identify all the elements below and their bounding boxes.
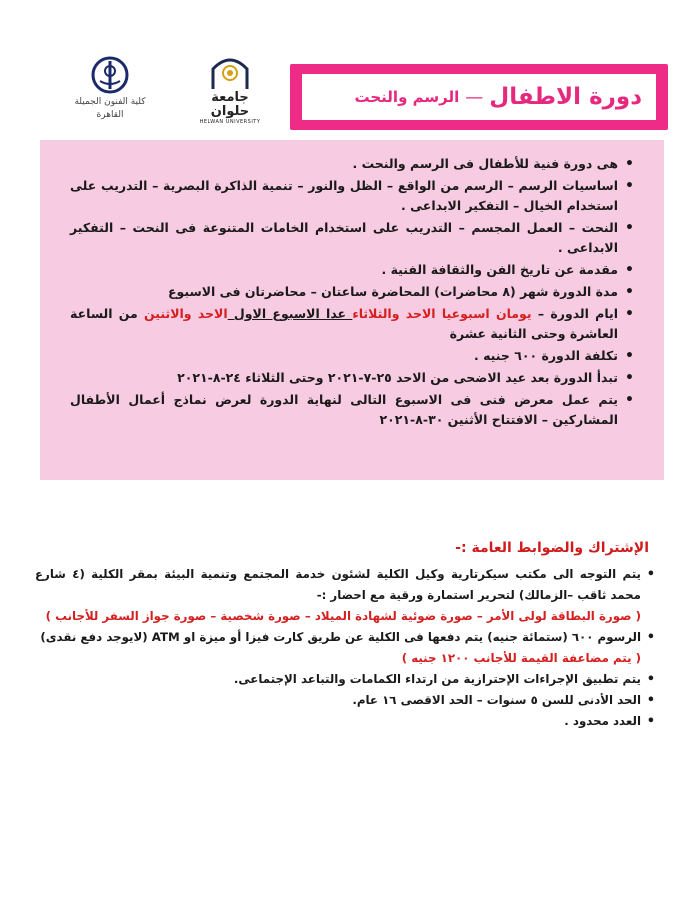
- header-inner: [302, 74, 656, 120]
- title-dash: —: [465, 86, 484, 108]
- fine-arts-emblem-icon: [90, 55, 130, 95]
- schedule-days: يومان اسبوعيا الاحد والثلاثاء: [352, 306, 532, 321]
- rules-section: [35, 540, 655, 732]
- rule-item: [35, 627, 655, 669]
- schedule-except: عدا الاسبوع الاول: [227, 306, 353, 321]
- page-subtitle: الرسم والنحت: [354, 88, 460, 106]
- info-item: • مدة الدورة شهر (٨ محاضرات) المحاضرة ساعتان – محاضرتان فى الاسبوع: [70, 282, 634, 302]
- fine-arts-caption-line1: كلية الفنون الجميلة: [74, 97, 146, 107]
- rules-list: [35, 564, 655, 732]
- schedule-first-week-days: الاحد والاثنين: [144, 306, 228, 321]
- rule-item: • العدد محدود .: [35, 711, 655, 732]
- helwan-name-ar: جامعة حلوان: [210, 90, 250, 119]
- rule-fees: • الرسوم ٦٠٠ (ستمائة جنيه) يتم دفعها فى الكلية عن طريق كارت فيزا أو ميزة او ATM (لايوجد دفع نقدى): [40, 630, 641, 644]
- rules-title: الإشتراك والضوابط العامة :-: [455, 540, 649, 556]
- logos: [60, 55, 275, 135]
- course-info-list: [70, 154, 634, 430]
- fine-arts-logo: [60, 55, 160, 135]
- info-item: • تبدأ الدورة بعد عيد الاضحى من الاحد ٢٥-٧-٢٠٢١ وحتى الثلاثاء ٢٤-٨-٢٠٢١: [70, 368, 634, 388]
- info-item: • تكلفة الدورة ٦٠٠ جنيه .: [70, 346, 634, 366]
- helwan-logo: [190, 55, 270, 135]
- info-item: • هى دورة فنية للأطفال فى الرسم والنحت .: [70, 154, 634, 174]
- rule-item: [35, 564, 655, 627]
- rule-item: • الحد الأدنى للسن ٥ سنوات – الحد الاقصى ١٦ عام.: [35, 690, 655, 711]
- helwan-name-en: HELWAN UNIVERSITY: [199, 119, 261, 125]
- rule-foreigners-fee: ( يتم مضاعفة القيمة للأجانب ١٢٠٠ جنيه ): [401, 651, 641, 665]
- info-item: • يتم عمل معرض فنى فى الاسبوع التالى لنهاية الدورة لعرض نماذج أعمال الأطفال المشاركين – الافتتاح الأثنين ٣٠-٨-٢٠٢١: [70, 390, 634, 430]
- info-item-schedule: [70, 304, 634, 344]
- info-item: • اساسيات الرسم – الرسم من الواقع – الظل والنور – تنمية الذاكرة البصرية – التدريب على استخدام الخيال – التفكير الابداعى .: [70, 176, 634, 216]
- helwan-emblem-icon: [205, 55, 255, 91]
- info-item: • النحت – العمل المجسم – التدريب على استخدام الخامات المتنوعة فى النحت – التفكير الابداعى .: [70, 218, 634, 258]
- rule-item: • يتم تطبيق الإجراءات الإحترازية من ارتداء الكمامات والتباعد الإجتماعى.: [35, 669, 655, 690]
- rule-registration: • يتم التوجه الى مكتب سيكرتارية وكيل الكلية لشئون خدمة المجتمع وتنمية البيئة بمقر الكلية (٤ شارع محمد ثاقب –الزمالك) لتحرير استمارة ورقية مع احضار :-: [35, 567, 641, 602]
- schedule-hours: من الساعة العاشرة وحتى الثانية عشرة: [70, 306, 618, 341]
- rule-documents: ( صورة البطاقة لولى الأمر – صورة ضوئية لشهادة الميلاد – صورة شخصية – صورة جواز السفر للأجانب ): [45, 609, 641, 623]
- info-item: • مقدمة عن تاريخ الفن والثقافة الفنية .: [70, 260, 634, 280]
- fine-arts-caption-line2: القاهرة: [96, 110, 124, 120]
- header-banner: [290, 64, 668, 130]
- schedule-label: ايام الدورة –: [531, 306, 619, 321]
- course-info-box: [40, 140, 664, 480]
- page-title: دورة الاطفال: [489, 84, 642, 110]
